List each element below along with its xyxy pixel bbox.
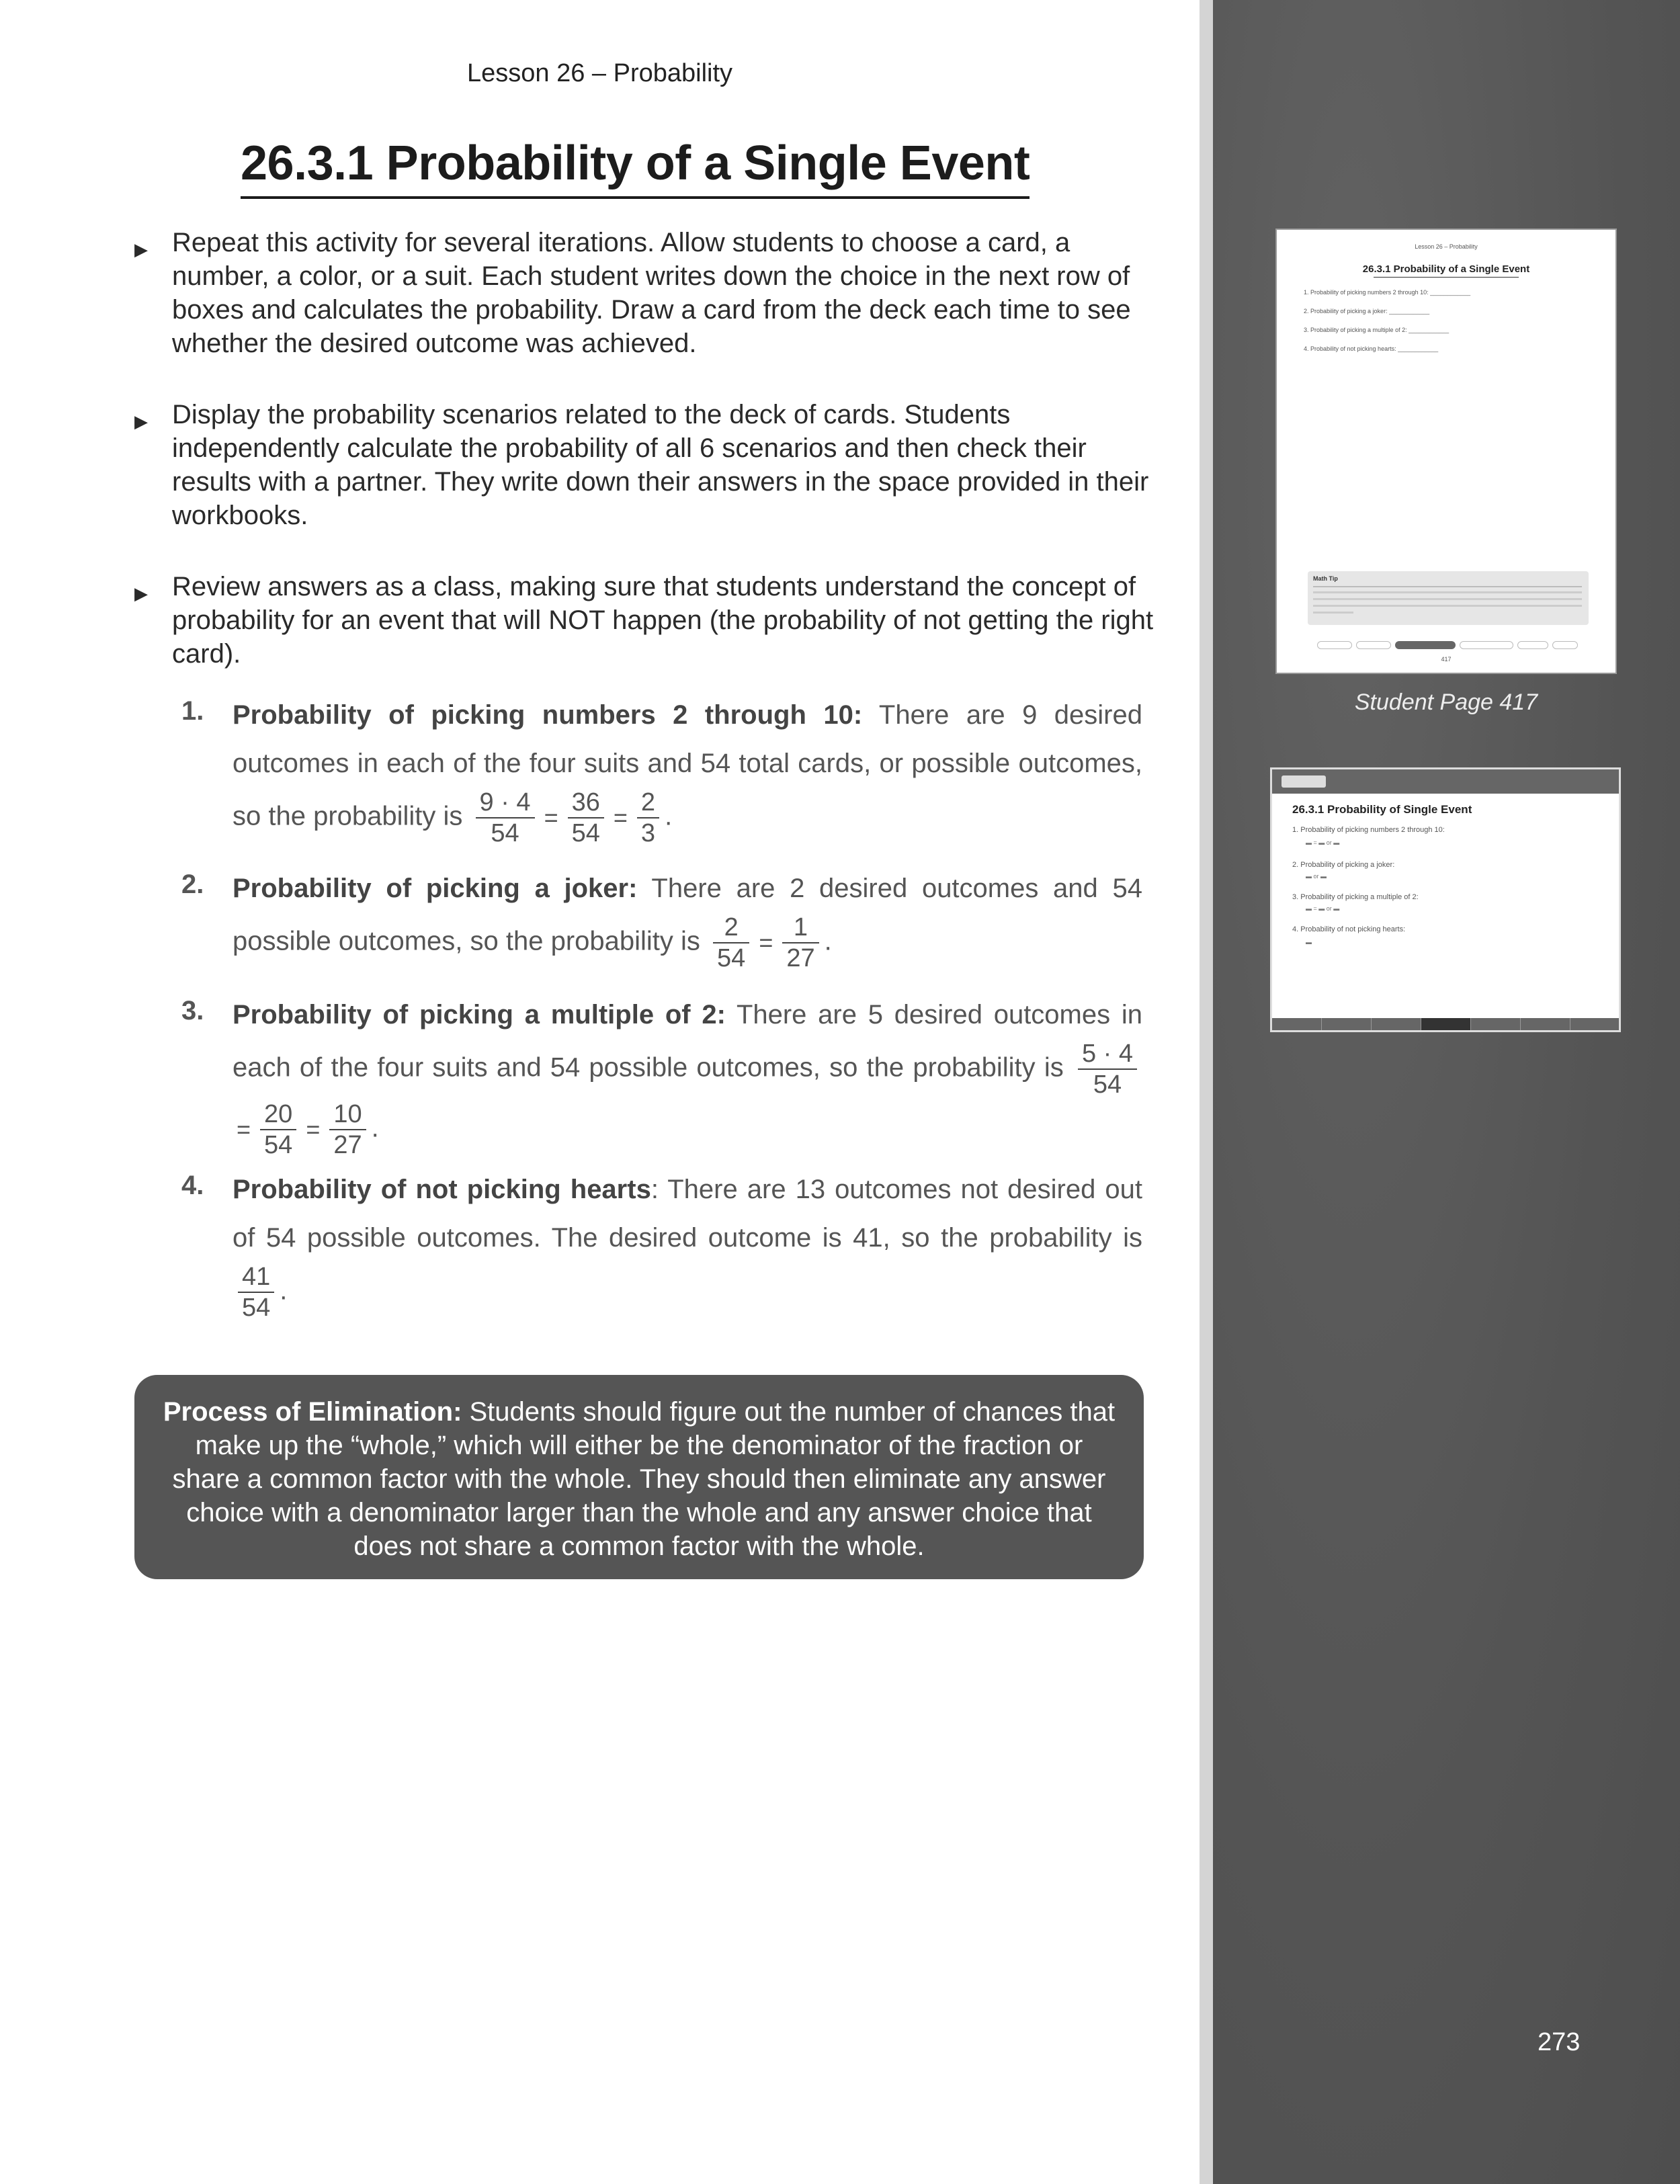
- student-page-thumbnail: [1275, 228, 1617, 674]
- tip-label: Process of Elimination:: [163, 1397, 462, 1427]
- slide-line: 4. Probability of not picking hearts:: [1292, 925, 1406, 933]
- fraction: $\frac{2}{54}$: [713, 913, 749, 973]
- item-body: Probability of picking numbers 2 through 10: There are 9 desired outcomes in each of the four suits and 54 total cards, or possible outcomes, so the probability is $\frac{9 \cdot 4}{54}$ = $\frac{36}{54}$ = $\frac{2}{3}$ .: [233, 700, 1142, 847]
- slide-nav-bar: [1272, 1018, 1619, 1030]
- slide-fraction-line: ▬: [1306, 939, 1312, 946]
- student-page-caption: Student Page 417: [1354, 689, 1538, 715]
- thumb-header: Lesson 26 – Probability: [1415, 243, 1478, 250]
- page-header: Lesson 26 – Probability: [466, 59, 733, 87]
- tip-text: Students should figure out the number of chances that make up the “whole,” which will either be the denominator of the fraction or share a common factor with the whole. They should then eliminate any answer choice with a denominator larger than the whole and any answer choice that does not share a common factor with the whole.: [172, 1397, 1116, 1561]
- item-body: Probability of picking a joker: There are 2 desired outcomes and 54 possible outcomes, so the probability is $\frac{2}{54}$ = $\frac{1}{27}$ .: [233, 874, 1142, 972]
- fraction: $\frac{9 \cdot 4}{54}$: [476, 788, 535, 848]
- fraction: $\frac{41}{54}$: [238, 1262, 274, 1322]
- slide-line: 2. Probability of picking a joker:: [1292, 861, 1395, 869]
- bullet-1: [134, 226, 1169, 360]
- thumb-nav-tabs: [1317, 641, 1579, 649]
- slide-line: 1. Probability of picking numbers 2 through 10:: [1292, 826, 1445, 834]
- fraction: $\frac{10}{27}$: [329, 1099, 366, 1160]
- bullet-2: [134, 398, 1169, 532]
- slide-title: 26.3.1 Probability of Single Event: [1292, 803, 1472, 816]
- thumb-math-tip-box: [1308, 571, 1589, 625]
- bullet-text: Display the probability scenarios related to the deck of cards. Students independently calculate the probability of all 6 scenarios and then check their results with a partner. They write down their answers in the space provided in their workbooks.: [172, 400, 1149, 530]
- item-text: : There are 13 outcomes not desired out of 54 possible outcomes. The desired outcome is 41, so the probability is: [233, 1175, 1143, 1253]
- slide-header-bar: [1272, 769, 1619, 794]
- fraction: $\frac{5 \cdot 4}{54}$: [1078, 1039, 1137, 1099]
- thumb-line: 2. Probability of picking a joker: ____________: [1304, 308, 1430, 314]
- fraction: $\frac{20}{54}$: [260, 1099, 296, 1160]
- item-body: Probability of picking a multiple of 2: There are 5 desired outcomes in each of the four suits and 54 possible outcomes, so the probability is $\frac{5 \cdot 4}{54}$ = $\frac{20}{54}$ = $\frac{10}{27}$ .: [233, 1000, 1142, 1159]
- page-number: 273: [1538, 2028, 1581, 2056]
- item-body: Probability of not picking hearts: There are 13 outcomes not desired out of 54 possible outcomes. The desired outcome is 41, so the probability is $\frac{41}{54}$ .: [233, 1175, 1143, 1322]
- item-text: There are 5 desired outcomes in each of the four suits and 54 possible outcomes, so the probability is: [233, 1000, 1142, 1083]
- item-label: Probability of picking a multiple of 2:: [233, 1000, 726, 1030]
- fraction: $\frac{36}{54}$: [568, 788, 604, 848]
- item-text: There are 2 desired outcomes and 54 possible outcomes, so the probability is: [233, 874, 1142, 956]
- item-text: There are 9 desired outcomes in each of the four suits and 54 total cards, or possible outcomes, so the probability is: [233, 700, 1142, 831]
- item-number: 4.: [181, 1171, 204, 1200]
- slide-fraction-line: ▬ or ▬: [1306, 873, 1327, 880]
- triangle-bullet-icon: ▶: [134, 583, 148, 603]
- probability-item-4: [181, 1165, 1142, 1327]
- thumb-title: 26.3.1 Probability of a Single Event: [1362, 263, 1530, 275]
- slide-logo: [1282, 775, 1326, 788]
- fraction: $\frac{2}{3}$: [637, 788, 659, 848]
- bullet-text: Repeat this activity for several iterations. Allow students to choose a card, a number, a color, or a suit. Each student writes down the choice in the next row of boxes and calculates the probability. Draw a card from the deck each time to see whether the desired outcome was achieved.: [172, 228, 1131, 358]
- item-number: 1.: [181, 696, 204, 726]
- item-label: Probability of picking numbers 2 through 10:: [233, 700, 863, 730]
- process-of-elimination-tip: [134, 1375, 1144, 1579]
- slide-fraction-line: ▬ = ▬ or ▬: [1306, 839, 1340, 846]
- thumb-page-number: 417: [1441, 656, 1452, 663]
- slide-line: 3. Probability of picking a multiple of 2:: [1292, 893, 1419, 901]
- probability-item-1: [181, 691, 1142, 852]
- triangle-bullet-icon: ▶: [134, 411, 148, 431]
- slide-fraction-line: ▬ = ▬ or ▬: [1306, 905, 1340, 912]
- triangle-bullet-icon: ▶: [134, 239, 148, 259]
- probability-item-2: [181, 864, 1142, 978]
- thumb-tip-title: Math Tip: [1313, 575, 1338, 582]
- page-gutter: [1200, 0, 1213, 2184]
- item-number: 3.: [181, 996, 204, 1025]
- bullet-text: Review answers as a class, making sure that students understand the concept of probability for an event that will NOT happen (the probability of not getting the right card).: [172, 572, 1154, 669]
- fraction: $\frac{1}{27}$: [782, 913, 818, 973]
- bullet-3: [134, 570, 1169, 671]
- item-label: Probability of not picking hearts: [233, 1175, 651, 1204]
- item-label: Probability of picking a joker:: [233, 874, 638, 903]
- thumb-line: 3. Probability of picking a multiple of 2: ____________: [1304, 327, 1450, 333]
- probability-item-3: [181, 991, 1142, 1159]
- section-title: 26.3.1 Probability of a Single Event: [241, 136, 1030, 199]
- thumb-line: 1. Probability of picking numbers 2 through 10: ____________: [1304, 289, 1471, 296]
- answer-slide-thumbnail: [1270, 767, 1621, 1032]
- thumb-line: 4. Probability of not picking hearts: ____________: [1304, 345, 1439, 352]
- item-number: 2.: [181, 870, 204, 899]
